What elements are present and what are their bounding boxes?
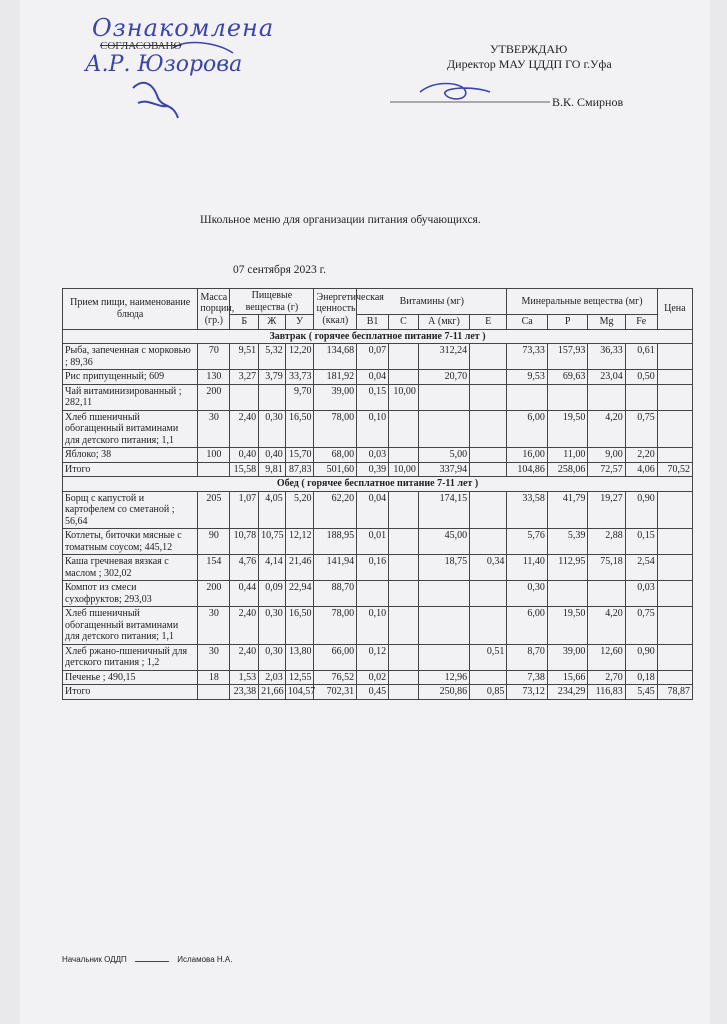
table-cell	[389, 344, 419, 370]
table-cell	[389, 491, 419, 529]
handwritten-acknowledged: Ознакомлена	[92, 14, 275, 42]
menu-date: 07 сентября 2023 г.	[233, 264, 326, 276]
table-cell: 5,32	[259, 344, 286, 370]
table-row	[63, 607, 693, 645]
table-cell: 73,12	[507, 685, 548, 700]
table-cell: 4,06	[625, 462, 657, 477]
header-sub: Fe	[625, 315, 657, 330]
table-cell: 141,94	[314, 555, 357, 581]
approve-director: Директор МАУ ЦДДП ГО г.Уфа	[447, 57, 612, 71]
header-sub: P	[547, 315, 588, 330]
table-cell: 0,30	[259, 644, 286, 670]
table-cell	[507, 384, 548, 410]
table-cell: 10,75	[259, 529, 286, 555]
table-cell: 10,00	[389, 384, 419, 410]
table-cell: Яблоко; 38	[63, 448, 198, 463]
table-cell: 33,73	[285, 370, 314, 385]
table-cell	[389, 448, 419, 463]
table-row	[63, 344, 693, 370]
footer-signoff	[62, 955, 232, 964]
table-cell: 337,94	[418, 462, 469, 477]
table-cell: 0,44	[230, 581, 259, 607]
table-cell	[198, 462, 230, 477]
table-cell: 0,75	[625, 607, 657, 645]
table-cell: 0,02	[357, 670, 389, 685]
table-cell: 0,30	[259, 607, 286, 645]
director-signature	[390, 72, 560, 110]
table-cell: 1,53	[230, 670, 259, 685]
table-cell	[625, 384, 657, 410]
header-sub: E	[470, 315, 507, 330]
table-cell: Печенье ; 490,15	[63, 670, 198, 685]
table-cell: 181,92	[314, 370, 357, 385]
table-cell: 2,88	[588, 529, 625, 555]
table-cell: 39,00	[547, 644, 588, 670]
table-cell	[259, 384, 286, 410]
table-cell: 0,04	[357, 491, 389, 529]
table-cell: 9,81	[259, 462, 286, 477]
table-cell: 5,00	[418, 448, 469, 463]
table-cell: 70,52	[657, 462, 692, 477]
table-row	[63, 491, 693, 529]
table-cell: 15,58	[230, 462, 259, 477]
table-cell: 73,33	[507, 344, 548, 370]
table-cell	[389, 644, 419, 670]
table-cell	[470, 491, 507, 529]
section-title: Обед ( горячее бесплатное питание 7-11 лет )	[63, 477, 693, 492]
table-cell	[657, 344, 692, 370]
header-vitamins: Витамины (мг)	[357, 289, 507, 315]
table-cell: 154	[198, 555, 230, 581]
table-cell: 2,03	[259, 670, 286, 685]
table-cell: Хлеб пшеничный обогащенный витаминами для детского питания; 1,1	[63, 410, 198, 448]
table-cell: 0,40	[230, 448, 259, 463]
table-cell	[357, 581, 389, 607]
table-cell	[547, 384, 588, 410]
table-cell	[657, 384, 692, 410]
table-cell: Итого	[63, 462, 198, 477]
table-row	[63, 410, 693, 448]
table-cell	[657, 670, 692, 685]
table-cell: 33,58	[507, 491, 548, 529]
table-cell: 30	[198, 410, 230, 448]
table-cell: 15,70	[285, 448, 314, 463]
table-cell: 157,93	[547, 344, 588, 370]
table-cell: 20,70	[418, 370, 469, 385]
section-title: Завтрак ( горячее бесплатное питание 7-11 лет )	[63, 329, 693, 344]
table-cell: 0,61	[625, 344, 657, 370]
table-cell: 9,53	[507, 370, 548, 385]
table-cell	[198, 685, 230, 700]
header-nutrients: Пищевые вещества (г)	[230, 289, 314, 315]
menu-body	[63, 329, 693, 699]
table-cell: 5,39	[547, 529, 588, 555]
table-row	[63, 529, 693, 555]
header-meal: Прием пищи, наименование блюда	[63, 289, 198, 330]
table-cell: 19,27	[588, 491, 625, 529]
table-cell: 0,01	[357, 529, 389, 555]
table-cell	[657, 370, 692, 385]
section-heading	[63, 329, 693, 344]
table-cell: 2,40	[230, 410, 259, 448]
table-cell: 23,38	[230, 685, 259, 700]
table-cell: 19,50	[547, 607, 588, 645]
table-cell: Хлеб ржано-пшеничный для детского питания ; 1,2	[63, 644, 198, 670]
table-cell	[470, 370, 507, 385]
table-cell: 250,86	[418, 685, 469, 700]
table-cell: 0,85	[470, 685, 507, 700]
table-row	[63, 448, 693, 463]
table-cell: 188,95	[314, 529, 357, 555]
table-cell	[389, 685, 419, 700]
table-row	[63, 384, 693, 410]
table-cell: 4,20	[588, 410, 625, 448]
table-cell: 9,51	[230, 344, 259, 370]
table-cell: 0,30	[259, 410, 286, 448]
table-cell	[418, 410, 469, 448]
table-cell: 2,20	[625, 448, 657, 463]
table-cell: 4,76	[230, 555, 259, 581]
table-cell: 0,51	[470, 644, 507, 670]
table-cell: 6,00	[507, 607, 548, 645]
table-cell: 2,40	[230, 607, 259, 645]
table-cell: 205	[198, 491, 230, 529]
table-cell: 0,18	[625, 670, 657, 685]
table-cell: 11,40	[507, 555, 548, 581]
table-cell: Хлеб пшеничный обогащенный витаминами для детского питания; 1,1	[63, 607, 198, 645]
footer-role: Начальник ОДДП	[62, 955, 127, 964]
table-cell	[657, 491, 692, 529]
table-cell: 0,03	[357, 448, 389, 463]
table-cell	[389, 607, 419, 645]
table-cell: 90	[198, 529, 230, 555]
table-cell: 234,29	[547, 685, 588, 700]
menu-table	[62, 288, 693, 700]
table-cell	[470, 410, 507, 448]
table-cell: 12,20	[285, 344, 314, 370]
table-cell: 6,00	[507, 410, 548, 448]
table-cell	[470, 607, 507, 645]
table-cell	[657, 607, 692, 645]
header-sub: Mg	[588, 315, 625, 330]
section-heading	[63, 477, 693, 492]
table-cell: Рис припущенный; 609	[63, 370, 198, 385]
table-cell: 0,30	[507, 581, 548, 607]
table-cell	[470, 462, 507, 477]
table-cell: 11,00	[547, 448, 588, 463]
table-cell: 1,07	[230, 491, 259, 529]
table-cell: 18	[198, 670, 230, 685]
table-cell: 200	[198, 581, 230, 607]
table-cell: 200	[198, 384, 230, 410]
table-row	[63, 670, 693, 685]
table-cell	[389, 529, 419, 555]
table-cell: 100	[198, 448, 230, 463]
table-cell: 134,68	[314, 344, 357, 370]
table-cell: 21,46	[285, 555, 314, 581]
table-cell: 5,76	[507, 529, 548, 555]
table-cell: 45,00	[418, 529, 469, 555]
handwritten-signature: А.Р. Юзорова	[85, 52, 243, 77]
table-cell: 2,40	[230, 644, 259, 670]
table-cell: 0,34	[470, 555, 507, 581]
table-cell: 0,12	[357, 644, 389, 670]
table-cell: 4,14	[259, 555, 286, 581]
table-cell: 0,50	[625, 370, 657, 385]
table-row	[63, 644, 693, 670]
table-cell: 21,66	[259, 685, 286, 700]
table-cell: 12,12	[285, 529, 314, 555]
table-cell: 0,90	[625, 491, 657, 529]
table-cell: 0,45	[357, 685, 389, 700]
table-cell: 30	[198, 644, 230, 670]
table-cell	[418, 581, 469, 607]
table-cell: 10,00	[389, 462, 419, 477]
table-cell: 9,70	[285, 384, 314, 410]
footer-name: Исламова Н.А.	[177, 955, 233, 964]
header-mass: Масса порции, (гр.)	[198, 289, 230, 330]
total-row	[63, 462, 693, 477]
table-cell: 72,57	[588, 462, 625, 477]
table-cell: 39,00	[314, 384, 357, 410]
table-cell: Котлеты, биточки мясные с томатным соусом; 445,12	[63, 529, 198, 555]
header-sub: А (мкг)	[418, 315, 469, 330]
table-cell	[389, 410, 419, 448]
table-cell	[389, 555, 419, 581]
table-cell: 13,80	[285, 644, 314, 670]
table-cell: 68,00	[314, 448, 357, 463]
approve-heading: УТВЕРЖДАЮ	[490, 42, 568, 56]
table-cell: 19,50	[547, 410, 588, 448]
footer-signature	[135, 961, 169, 962]
table-cell: 78,87	[657, 685, 692, 700]
table-cell: 9,00	[588, 448, 625, 463]
table-cell	[657, 644, 692, 670]
table-cell: 0,10	[357, 410, 389, 448]
header-sub: Б	[230, 315, 259, 330]
table-cell: Борщ с капустой и картофелем со сметаной ; 56,64	[63, 491, 198, 529]
table-cell: 0,16	[357, 555, 389, 581]
table-cell: 0,04	[357, 370, 389, 385]
table-cell: 0,07	[357, 344, 389, 370]
table-cell: 4,05	[259, 491, 286, 529]
table-cell	[418, 644, 469, 670]
table-cell: 5,20	[285, 491, 314, 529]
approved-label: СОГЛАСОВАНО	[100, 40, 182, 52]
table-cell: 4,20	[588, 607, 625, 645]
table-cell: 116,83	[588, 685, 625, 700]
table-cell: Итого	[63, 685, 198, 700]
header-energy: Энергетическая ценность (ккал)	[314, 289, 357, 330]
table-cell: 36,33	[588, 344, 625, 370]
table-cell: 41,79	[547, 491, 588, 529]
table-cell	[389, 670, 419, 685]
table-cell	[470, 448, 507, 463]
table-cell: 16,00	[507, 448, 548, 463]
table-cell: 22,94	[285, 581, 314, 607]
table-cell: 12,60	[588, 644, 625, 670]
table-cell: 23,04	[588, 370, 625, 385]
table-cell: 2,70	[588, 670, 625, 685]
table-cell: 174,15	[418, 491, 469, 529]
table-cell	[470, 344, 507, 370]
table-cell: 10,78	[230, 529, 259, 555]
table-cell	[230, 384, 259, 410]
table-cell	[470, 670, 507, 685]
table-cell: 16,50	[285, 410, 314, 448]
table-cell: 0,75	[625, 410, 657, 448]
table-cell: 501,60	[314, 462, 357, 477]
table-cell: 76,52	[314, 670, 357, 685]
page-title: Школьное меню для организации питания обучающихся.	[200, 214, 481, 226]
header-minerals: Минеральные вещества (мг)	[507, 289, 657, 315]
table-cell	[470, 581, 507, 607]
table-cell	[418, 607, 469, 645]
table-cell	[470, 529, 507, 555]
table-row	[63, 370, 693, 385]
header-sub: У	[285, 315, 314, 330]
table-cell: 0,03	[625, 581, 657, 607]
header-price: Цена	[657, 289, 692, 330]
table-cell: 70	[198, 344, 230, 370]
approve-name: В.К. Смирнов	[552, 95, 624, 109]
table-cell: 104,86	[507, 462, 548, 477]
table-cell: 62,20	[314, 491, 357, 529]
table-cell: 3,79	[259, 370, 286, 385]
table-cell: 5,45	[625, 685, 657, 700]
table-cell: 75,18	[588, 555, 625, 581]
table-cell	[657, 529, 692, 555]
table-cell: 312,24	[418, 344, 469, 370]
header-sub: Ca	[507, 315, 548, 330]
header-sub: B1	[357, 315, 389, 330]
table-cell	[657, 555, 692, 581]
table-cell	[657, 410, 692, 448]
table-cell: 0,15	[357, 384, 389, 410]
table-cell: 12,55	[285, 670, 314, 685]
table-cell: 88,70	[314, 581, 357, 607]
table-cell: 0,15	[625, 529, 657, 555]
table-cell: 0,90	[625, 644, 657, 670]
table-cell	[418, 384, 469, 410]
table-cell	[657, 448, 692, 463]
total-row	[63, 685, 693, 700]
table-cell: Компот из смеси сухофруктов; 293,03	[63, 581, 198, 607]
table-cell	[657, 581, 692, 607]
header-sub: Ж	[259, 315, 286, 330]
table-cell: Рыба, запеченная с морковью ; 89,36	[63, 344, 198, 370]
table-cell: 130	[198, 370, 230, 385]
table-cell	[588, 384, 625, 410]
table-cell	[470, 384, 507, 410]
table-cell	[389, 581, 419, 607]
table-cell: Чай витаминизированный ; 282,11	[63, 384, 198, 410]
table-cell: 16,50	[285, 607, 314, 645]
table-row	[63, 555, 693, 581]
table-cell: 702,31	[314, 685, 357, 700]
table-cell: 78,00	[314, 607, 357, 645]
table-cell: 66,00	[314, 644, 357, 670]
table-cell: 0,39	[357, 462, 389, 477]
table-cell: 78,00	[314, 410, 357, 448]
table-cell: 0,09	[259, 581, 286, 607]
table-cell: 87,83	[285, 462, 314, 477]
table-cell: Каша гречневая вязкая с маслом ; 302,02	[63, 555, 198, 581]
table-cell: 0,40	[259, 448, 286, 463]
table-cell: 69,63	[547, 370, 588, 385]
table-cell: 8,70	[507, 644, 548, 670]
header-sub: C	[389, 315, 419, 330]
table-cell: 18,75	[418, 555, 469, 581]
table-cell: 258,06	[547, 462, 588, 477]
table-cell: 104,57	[285, 685, 314, 700]
table-cell: 12,96	[418, 670, 469, 685]
table-cell	[389, 370, 419, 385]
table-cell: 30	[198, 607, 230, 645]
table-cell: 7,38	[507, 670, 548, 685]
table-cell: 112,95	[547, 555, 588, 581]
table-cell: 2,54	[625, 555, 657, 581]
table-cell	[588, 581, 625, 607]
table-row	[63, 581, 693, 607]
table-cell: 0,10	[357, 607, 389, 645]
table-cell: 15,66	[547, 670, 588, 685]
table-cell: 3,27	[230, 370, 259, 385]
table-cell	[547, 581, 588, 607]
